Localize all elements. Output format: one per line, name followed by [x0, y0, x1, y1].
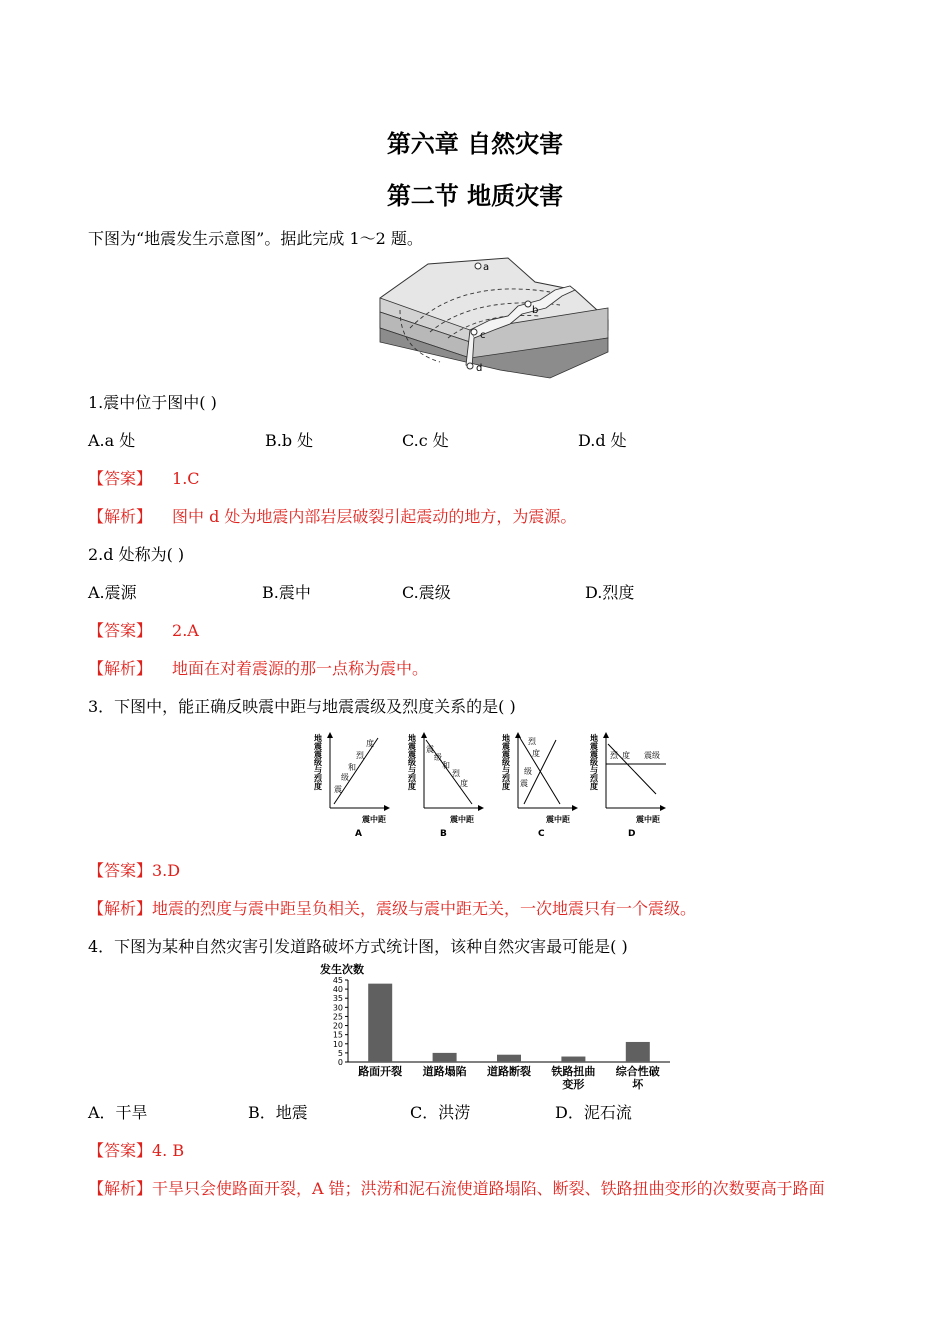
- q2-answer-value: 2.A: [172, 621, 199, 640]
- q1-analysis: [88, 504, 576, 527]
- earthquake-diagram: [370, 250, 615, 385]
- q1-answer: [88, 466, 200, 489]
- panel-b-mark-4: 烈: [452, 769, 460, 778]
- q1-answer-value: 1.C: [172, 469, 200, 488]
- panel-a-mark-5: 震: [334, 785, 342, 794]
- panel-d-mark-3: 震级: [644, 751, 660, 760]
- q4-option-a: A．干旱: [88, 1103, 148, 1122]
- point-c-marker: [471, 329, 477, 335]
- q1-option-b: B.b 处: [265, 431, 314, 450]
- y-tick-label: 30: [332, 1003, 343, 1013]
- y-tick-label: 45: [332, 976, 343, 985]
- x-category-label: 道路塌陷: [422, 1065, 467, 1078]
- panel-c-mark-4: 震: [520, 779, 528, 788]
- panel-a-xlabel: 震中距: [362, 815, 386, 824]
- bar-4: [561, 1057, 585, 1062]
- label-b: b: [532, 305, 539, 316]
- q4-option-b: B．地震: [248, 1103, 308, 1122]
- panel-a-letter: A: [355, 829, 362, 839]
- panel-d-xlabel: 震中距: [636, 815, 660, 824]
- x-category-label: 道路断裂: [487, 1065, 531, 1078]
- label-c: c: [480, 330, 486, 341]
- y-tick-label: 25: [332, 1012, 343, 1022]
- x-category-label: 综合性破: [615, 1065, 660, 1078]
- intro-text: 下图为“地震发生示意图”。据此完成 1～2 题。: [88, 229, 423, 248]
- q2-answer: [88, 618, 199, 641]
- chart-title: 发生次数: [320, 963, 364, 976]
- panel-a-mark-4: 级: [341, 773, 349, 782]
- q1-option-c: C.c 处: [402, 431, 449, 450]
- q4-analysis: 【解析】干旱只会使路面开裂，A 错；洪涝和泥石流使道路塌陷、断裂、铁路扭曲变形的次数要高于路面: [88, 1179, 825, 1198]
- q4-option-d: D．泥石流: [555, 1103, 632, 1122]
- panel-c-mark-2: 度: [532, 749, 540, 758]
- q3-question: 3．下图中，能正确反映震中距与地震震级及烈度关系的是( ): [88, 697, 516, 716]
- bar-3: [497, 1055, 521, 1062]
- point-b-marker: [525, 301, 531, 307]
- panel-a-mark-1: 度: [366, 739, 374, 748]
- panel-d-ylabel: 地震震级与烈度: [589, 734, 599, 790]
- panel-a-mark-3: 和: [348, 763, 356, 772]
- panel-c: [501, 732, 579, 839]
- road-damage-bar-chart: [318, 962, 678, 1094]
- y-tick-label: 40: [332, 985, 343, 995]
- x-category-label: 路面开裂: [358, 1065, 403, 1078]
- point-a-marker: [475, 263, 481, 269]
- panel-b-mark-1: 震: [426, 745, 434, 754]
- q3-analysis: 【解析】地震的烈度与震中距呈负相关，震级与震中距无关，一次地震只有一个震级。: [88, 899, 697, 918]
- y-tick-label: 15: [332, 1030, 343, 1040]
- panel-b-ylabel: 地震震级与烈度: [407, 734, 417, 790]
- section-title: 第二节 地质灾害: [386, 182, 564, 210]
- panel-a: [313, 732, 391, 839]
- q2-analysis-tag: 【解析】: [88, 659, 153, 678]
- q2-option-a: A.震源: [88, 583, 137, 602]
- bar-1: [368, 984, 392, 1062]
- y-tick-label: 0: [337, 1058, 343, 1067]
- panel-b: [407, 732, 485, 839]
- panel-c-mark-1: 烈: [528, 737, 536, 746]
- panel-b-mark-2: 级: [434, 753, 442, 762]
- q1-option-d: D.d 处: [578, 431, 627, 450]
- bar-5: [626, 1042, 650, 1062]
- panel-d: [589, 732, 667, 839]
- q1-analysis-tag: 【解析】: [88, 507, 153, 526]
- q3-relationship-graphs: [310, 732, 670, 842]
- q1-analysis-text: 图中 d 处为地震内部岩层破裂引起震动的地方，为震源。: [172, 507, 577, 526]
- panel-c-mark-3: 级: [524, 767, 532, 776]
- q2-question: 2.d 处称为( ): [88, 545, 185, 564]
- y-tick-label: 20: [332, 1021, 343, 1031]
- y-tick-label: 35: [332, 994, 343, 1004]
- y-tick-label: 10: [332, 1039, 343, 1049]
- x-category-label: 变形: [562, 1078, 585, 1091]
- panel-d-mark-1: 烈: [610, 751, 618, 760]
- panel-a-ylabel: 地震震级与烈度: [313, 734, 323, 790]
- panel-a-mark-2: 烈: [356, 751, 364, 760]
- q1-answer-tag: 【答案】: [88, 469, 153, 488]
- panel-b-xlabel: 震中距: [450, 815, 474, 824]
- q1-option-a: A.a 处: [88, 431, 136, 450]
- point-d-marker: [467, 363, 473, 369]
- q4-question: 4．下图为某种自然灾害引发道路破坏方式统计图，该种自然灾害最可能是( ): [88, 937, 628, 956]
- panel-d-letter: D: [628, 829, 636, 839]
- q2-option-d: D.烈度: [585, 583, 635, 602]
- bar-2: [433, 1053, 457, 1062]
- label-a: a: [483, 262, 490, 273]
- panel-c-letter: C: [538, 829, 545, 839]
- panel-b-mark-5: 度: [460, 779, 468, 788]
- q2-analysis: [88, 656, 428, 679]
- panel-b-mark-3: 和: [442, 761, 450, 770]
- x-category-label: 坏: [632, 1078, 644, 1091]
- q2-answer-tag: 【答案】: [88, 621, 153, 640]
- q2-option-b: B.震中: [262, 583, 311, 602]
- q2-option-c: C.震级: [402, 583, 451, 602]
- x-category-label: 铁路扭曲: [551, 1065, 596, 1078]
- label-d: d: [476, 363, 483, 374]
- panel-c-xlabel: 震中距: [546, 815, 570, 824]
- q2-analysis-text: 地面在对着震源的那一点称为震中。: [172, 659, 429, 678]
- y-tick-label: 5: [337, 1048, 343, 1058]
- panel-c-ylabel: 地震震级与烈度: [501, 734, 511, 790]
- chapter-title: 第六章 自然灾害: [386, 130, 564, 158]
- q4-option-c: C．洪涝: [410, 1103, 471, 1122]
- q1-question: 1.震中位于图中( ): [88, 393, 217, 412]
- panel-d-mark-2: 度: [622, 751, 630, 760]
- q4-answer: 【答案】4. B: [88, 1141, 185, 1160]
- panel-b-letter: B: [440, 829, 447, 839]
- q3-answer: 【答案】3.D: [88, 861, 181, 880]
